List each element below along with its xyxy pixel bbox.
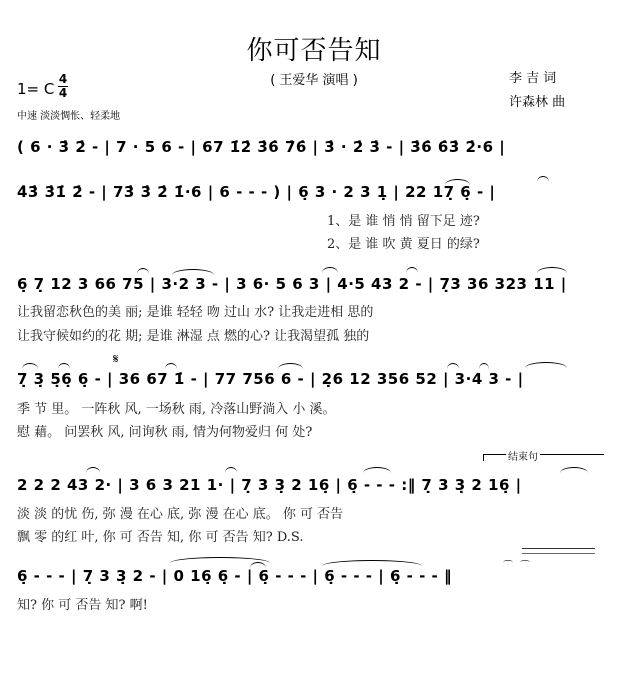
notation-row-5: 2 2 2 43 2· | 3 6 3 21 1· | 7̣ 3 3̣ 2 16̣ | 6̣ - - - :‖ 7̣ 3 3̣ 2 16̣ | (17, 476, 522, 494)
slur (537, 176, 549, 182)
slur (225, 467, 237, 473)
notation-row-1: ( 6 · 3̇ 2̇ - | 7 · 5 6 - | 67 1̇2̇ 3̇6̇ 7̇6̇ | 3̇ · 2̇ 3̇ - | 3̇6̇ 6̇3̇ 2̇·6 | (17, 138, 506, 156)
tempo-marking: 中速 淡淡惆怅、轻柔地 (17, 111, 121, 122)
key-signature: 1= C (17, 80, 55, 98)
page-title: 你可否告知 (246, 36, 382, 66)
fermata-icon: ⌒ (520, 561, 530, 572)
time-signature: 4 4 (58, 72, 68, 100)
fermata-icon: ⌒ (503, 561, 513, 572)
lyric-row-6: 知? 你 可 否告 知? 啊! (17, 598, 148, 613)
lyric-row-3-verse-2: 让我守候如约的花 期; 是谁 淋湿 点 燃的心? 让我渴望孤 独的 (17, 329, 370, 344)
slur (560, 467, 588, 473)
slur (86, 467, 100, 473)
slur (322, 267, 338, 273)
slur (322, 560, 422, 566)
notation-row-3: 6̣ 7̣ 12 3 66 75 | 3·2 3 - | 3 6· 5 6 3 | 4·5 43 2 - | 7̣3 36 323 11 | (17, 275, 567, 293)
lyric-row-3-verse-1: 让我留恋秋色的美 丽; 是谁 轻轻 吻 过山 水? 让我走进相 思的 (17, 305, 374, 320)
notation-row-6: 6̣ - - - | 7̣ 3 3̣ 2 - | 0 16̣ 6̣ - | 6̣ - - - | 6̣ - - - | 6̣ - - - ‖ (17, 567, 452, 585)
composer-credit: 许森林 曲 (509, 95, 566, 110)
diminuendo-hairpin (522, 548, 595, 554)
notation-row-2: 4̇3̇ 3̇1̇ 2̇ - | 73̇ 3̇ 2̇ 1̇·6 | 6 - - - ) | 6̣ 3 · 2 3 1̣ | 22 17̣ 6̣ - | (17, 183, 496, 201)
slur (445, 179, 470, 185)
lyricist-credit: 李 吉 词 (509, 71, 557, 86)
slur (278, 363, 303, 369)
singer-credit: ( 王爱华 演唱 ) (270, 73, 358, 88)
slur (525, 362, 567, 368)
slur (250, 562, 266, 568)
lyric-row-5-verse-2: 飘 零 的红 叶, 你 可 否告 知, 你 可 否告 知? D.S. (17, 530, 304, 545)
slur (165, 363, 177, 369)
lyric-row-5-verse-1: 淡 淡 的忧 伤, 弥 漫 在心 底, 弥 漫 在心 底。 你 可 否告 (17, 507, 344, 522)
slur (58, 363, 70, 369)
ending-bracket (483, 454, 604, 461)
lyric-row-4-verse-2: 慰 藉。 问罢秋 风, 问询秋 雨, 情为何物爱归 何 处? (17, 425, 313, 440)
lyric-row-4-verse-1: 季 节 里。 一阵秋 风, 一场秋 雨, 冷落山野淌入 小 溪。 (17, 402, 336, 417)
slur (22, 363, 38, 369)
lyric-row-2-verse-2: 2、是 谁 吹 黄 夏日 的绿? (327, 237, 480, 252)
segno-sign: 𝄋 (113, 352, 119, 367)
slur (137, 268, 149, 274)
slur (537, 267, 567, 273)
slur (363, 467, 391, 473)
slur (479, 363, 489, 369)
slur (172, 269, 214, 275)
lyric-row-2-verse-1: 1、是 谁 悄 悄 留下足 迹? (327, 214, 480, 229)
slur (447, 363, 459, 369)
slur (406, 267, 418, 273)
notation-row-4: 7̣ 3̣ 5̣6̣ 6̣ - | 36 67 1̇ - | 77 756 6 - | 2̣6 12 356 52 | 3·4 3 - | (17, 370, 524, 388)
ending-label: 结束句 (506, 448, 540, 463)
